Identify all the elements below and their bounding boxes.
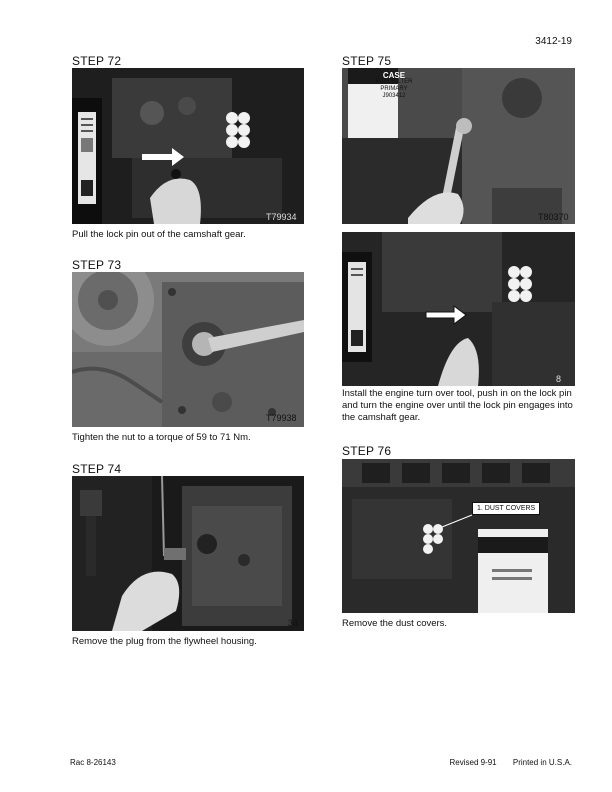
footer-printed: Printed in U.S.A.: [512, 758, 572, 767]
step-73-caption: Tighten the nut to a torque of 59 to 71 Nm.: [72, 432, 251, 443]
step-75-photo-code: T80370: [538, 212, 569, 222]
step-75b-caption: Install the engine turn over tool, push in on the lock pin and turn the engine over until the lock pin engages into the camshaft gear.: [342, 388, 573, 423]
step-72-caption: Pull the lock pin out of the camshaft gear.: [72, 229, 246, 240]
step-74-photo: [72, 476, 304, 631]
step-73-heading: STEP 73: [72, 258, 122, 272]
filter-line-2: PRIMARY: [380, 86, 408, 92]
step-74-caption: Remove the plug from the flywheel housing.: [72, 636, 257, 647]
step-76-photo: [342, 459, 575, 613]
step-75b-photo: [342, 232, 575, 386]
step-75b-photo-code: 8: [556, 374, 562, 384]
step-74-heading: STEP 74: [72, 462, 122, 476]
footer-right: [435, 758, 572, 767]
footer-revised: Revised 9-91: [449, 758, 497, 767]
filter-line-3: J903412: [382, 93, 406, 99]
filter-line-1: FUEL FILTER: [375, 79, 413, 85]
step-72-photo: [72, 68, 304, 224]
step-76-heading: STEP 76: [342, 444, 392, 458]
step-72-heading: STEP 72: [72, 54, 122, 68]
step-75-heading: STEP 75: [342, 54, 392, 68]
step-73-photo-code: T79938: [266, 413, 297, 423]
dust-covers-callout: 1. DUST COVERS: [472, 502, 540, 515]
filter-label: [374, 72, 414, 100]
step-72-photo-code: T79934: [266, 212, 297, 222]
filter-brand: CASE: [382, 71, 406, 80]
step-73-photo: [72, 272, 304, 427]
step-76-caption: Remove the dust covers.: [342, 618, 448, 629]
page-number: 3412-19: [535, 36, 572, 47]
step-74-photo-code: 34: [288, 618, 299, 628]
footer-doc-id: Rac 8-26143: [70, 758, 116, 767]
